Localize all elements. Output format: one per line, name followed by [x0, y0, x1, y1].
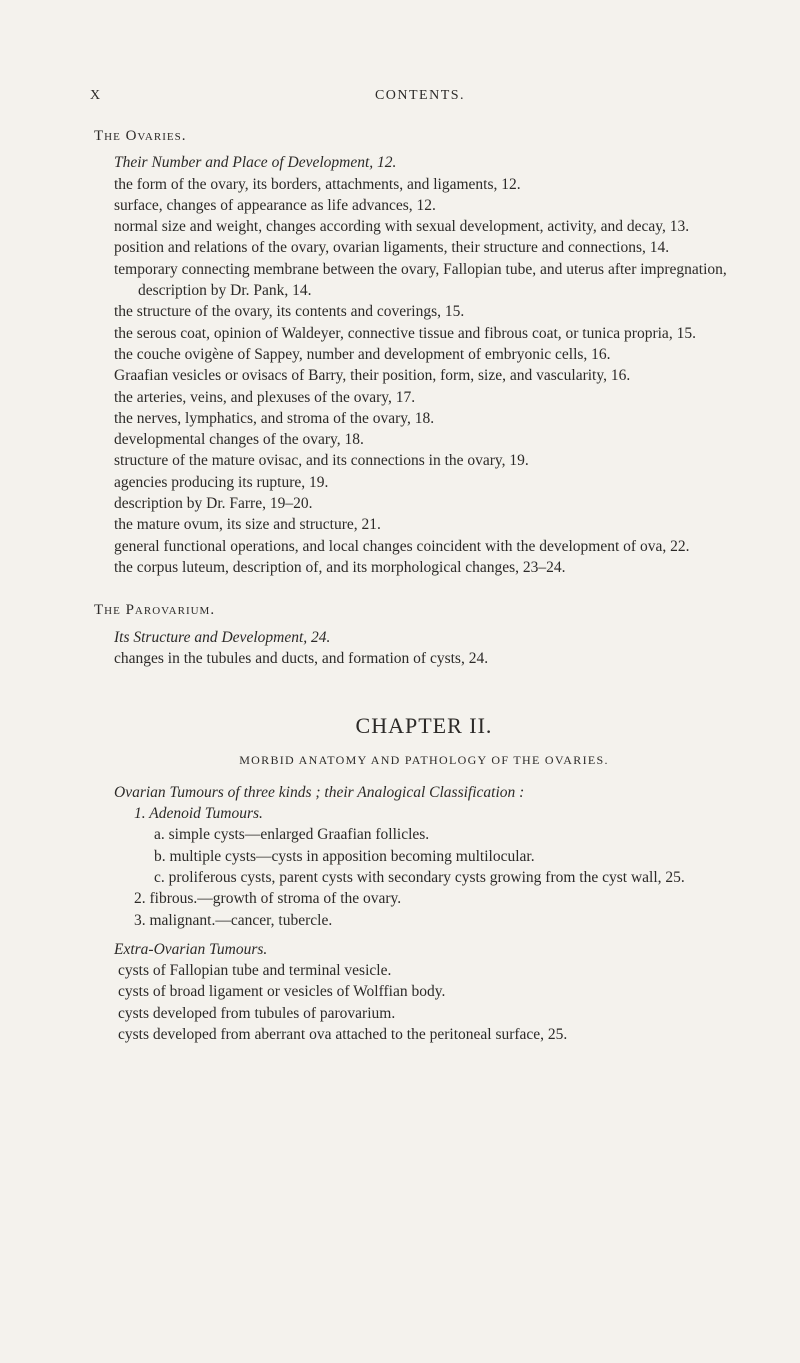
contents-entry: Graafian vesicles or ovisacs of Barry, their position, form, size, and vascularity, 16. [114, 367, 631, 385]
contents-body [94, 112, 754, 1045]
chapter-title: CHAPTER II. [355, 713, 493, 739]
running-title: CONTENTS. [374, 88, 466, 103]
subheading-structure-development: Its Structure and Development, 24. [114, 628, 331, 646]
contents-entry: surface, changes of appearance as life advances, 12. [114, 196, 436, 214]
section-heading-parovarium: The Parovarium. [94, 602, 216, 619]
contents-entry: the corpus luteum, description of, and its morphological changes, 23–24. [114, 558, 566, 576]
contents-entry: the serous coat, opinion of Waldeyer, connective tissue and fibrous coat, or tunica propria, 15. [114, 324, 696, 342]
contents-entry: position and relations of the ovary, ovarian ligaments, their structure and connections, 14. [114, 239, 670, 257]
running-head [90, 88, 750, 108]
contents-entry: the structure of the ovary, its contents and coverings, 15. [114, 303, 465, 321]
chapter-subtitle: MORBID ANATOMY AND PATHOLOGY OF THE OVARIES. [239, 753, 609, 768]
contents-entry: structure of the mature ovisac, and its connections in the ovary, 19. [114, 452, 529, 470]
numbered-item-adenoid: 1. Adenoid Tumours. [134, 805, 263, 823]
contents-entry: general functional operations, and local changes coincident with the development of ova, 22. [114, 537, 690, 555]
contents-entry: cysts developed from aberrant ova attached to the peritoneal surface, 25. [118, 1025, 568, 1043]
lettered-item: a. simple cysts—enlarged Graafian follicles. [154, 826, 430, 844]
contents-entry: description by Dr. Farre, 19–20. [114, 495, 313, 513]
contents-entry: the nerves, lymphatics, and stroma of the ovary, 18. [114, 409, 435, 427]
contents-entry: the arteries, veins, and plexuses of the ovary, 17. [114, 388, 416, 406]
numbered-item-fibrous: 2. fibrous.—growth of stroma of the ovary. [134, 890, 402, 908]
contents-entry: changes in the tubules and ducts, and formation of cysts, 24. [114, 649, 489, 667]
lettered-item: b. multiple cysts—cysts in apposition becoming multilocular. [154, 847, 535, 865]
contents-entry: developmental changes of the ovary, 18. [114, 431, 364, 449]
classification-heading: Ovarian Tumours of three kinds ; their Analogical Classification : [114, 783, 525, 801]
contents-entry: temporary connecting membrane between the ovary, Fallopian tube, and uterus after impregnation, description by Dr. Pank, 14. [114, 260, 727, 300]
lettered-item: c. proliferous cysts, parent cysts with secondary cysts growing from the cyst wall, 25. [154, 868, 685, 886]
contents-entry: the mature ovum, its size and structure, 21. [114, 516, 381, 534]
subheading-number-place: Their Number and Place of Development, 12. [114, 154, 397, 172]
ovaries-entry-list [94, 174, 754, 579]
contents-entry: cysts of broad ligament or vesicles of Wolffian body. [118, 983, 446, 1001]
contents-entry: the couche ovigène of Sappey, number and development of embryonic cells, 16. [114, 345, 611, 363]
page-number: X [90, 88, 102, 103]
contents-entry: agencies producing its rupture, 19. [114, 473, 329, 491]
contents-entry: cysts developed from tubules of parovarium. [118, 1004, 396, 1022]
contents-entry: the form of the ovary, its borders, attachments, and ligaments, 12. [114, 175, 521, 193]
section-heading-ovaries: The Ovaries. [94, 128, 187, 144]
extra-ovarian-heading: Extra-Ovarian Tumours. [114, 940, 268, 958]
contents-entry: normal size and weight, changes according with sexual development, activity, and decay, 13. [114, 218, 690, 236]
contents-entry: cysts of Fallopian tube and terminal vesicle. [118, 962, 392, 980]
numbered-item-malignant: 3. malignant.—cancer, tubercle. [134, 911, 333, 929]
